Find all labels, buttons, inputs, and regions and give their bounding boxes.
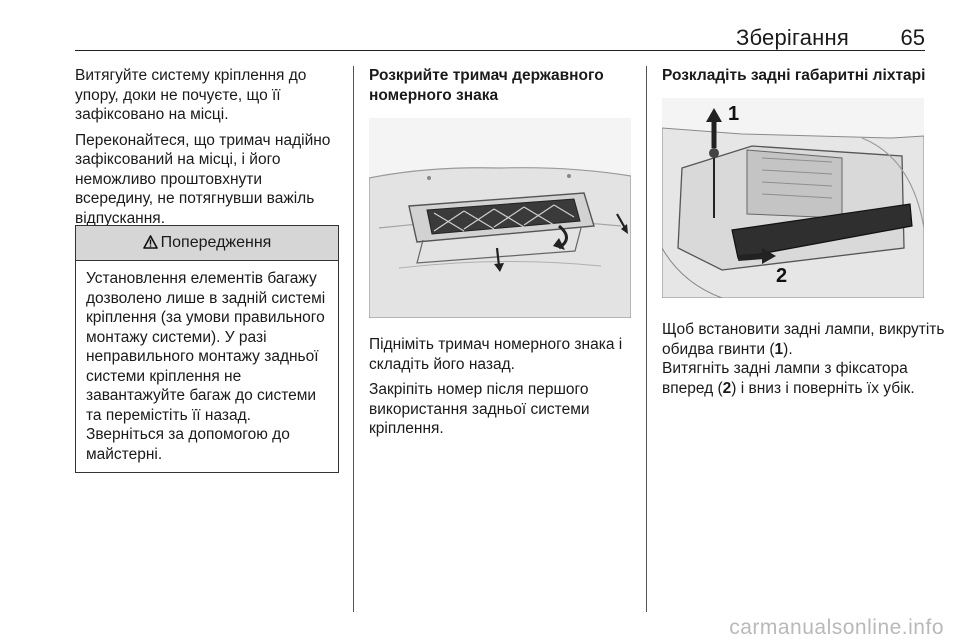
page-number: 65 bbox=[900, 25, 925, 50]
paragraph-text: Витягніть задні лампи з фіксатора вперед ( bbox=[662, 360, 908, 397]
column-3 bbox=[662, 66, 930, 86]
column-2 bbox=[369, 66, 635, 105]
paragraph: Закріпіть номер після першого використання задньої системи кріплення. bbox=[369, 381, 590, 437]
paragraph-text: ) і вниз і поверніть їх убік. bbox=[731, 379, 915, 397]
column-1 bbox=[75, 66, 343, 234]
subsection-heading: Розкладіть задні габаритні ліхтарі bbox=[662, 67, 926, 84]
page-header bbox=[75, 0, 925, 52]
warning-header bbox=[76, 226, 338, 261]
warning-text: Установлення елементів багажу дозволено лише в задній системі кріплення (за умови правильного монтажу системи). У разі неправильного монтажу задньої системи кріплення не завантажуйте багаж до системи та перемістіть її назад. Зверніться за допомогою до майстерні. bbox=[86, 270, 326, 463]
callout-1: 1 bbox=[728, 103, 740, 125]
section-title: Зберігання bbox=[736, 25, 849, 50]
column-divider bbox=[353, 66, 354, 612]
license-plate-holder-illustration bbox=[369, 118, 631, 318]
paragraph-text: ). bbox=[783, 340, 793, 358]
rear-light-drawing bbox=[662, 98, 924, 298]
paragraph bbox=[662, 320, 952, 359]
paragraph-text: Щоб встановити задні лампи, викрутіть обидва гвинти ( bbox=[662, 321, 945, 358]
paragraph: Переконайтеся, що тримач надійно зафіксований на місці, і його неможливо проштовхнути всередину, не потягнувши важіль відпускання. bbox=[75, 131, 331, 227]
header-divider bbox=[75, 50, 925, 51]
bumper-drawing bbox=[369, 118, 631, 318]
callout-2: 2 bbox=[776, 265, 788, 287]
subsection-heading: Розкрийте тримач державного номерного знака bbox=[369, 67, 604, 104]
warning-box bbox=[75, 225, 339, 473]
rear-lights-illustration bbox=[662, 98, 924, 298]
paragraph: Підніміть тримач номерного знака і складіть його назад. bbox=[369, 336, 623, 373]
warning-title: Попередження bbox=[160, 234, 272, 251]
warning-triangle-icon bbox=[143, 235, 158, 249]
paragraph bbox=[662, 359, 952, 398]
watermark: carmanualsonline.info bbox=[729, 616, 944, 639]
column-divider bbox=[646, 66, 647, 612]
screw-ref: 1 bbox=[774, 340, 784, 358]
direction-ref: 2 bbox=[722, 379, 732, 397]
paragraph: Витягуйте систему кріплення до упору, доки не почуєте, що її зафіксовано на місці. bbox=[75, 67, 307, 123]
column-3-text bbox=[662, 320, 952, 404]
column-2-text bbox=[369, 335, 639, 445]
